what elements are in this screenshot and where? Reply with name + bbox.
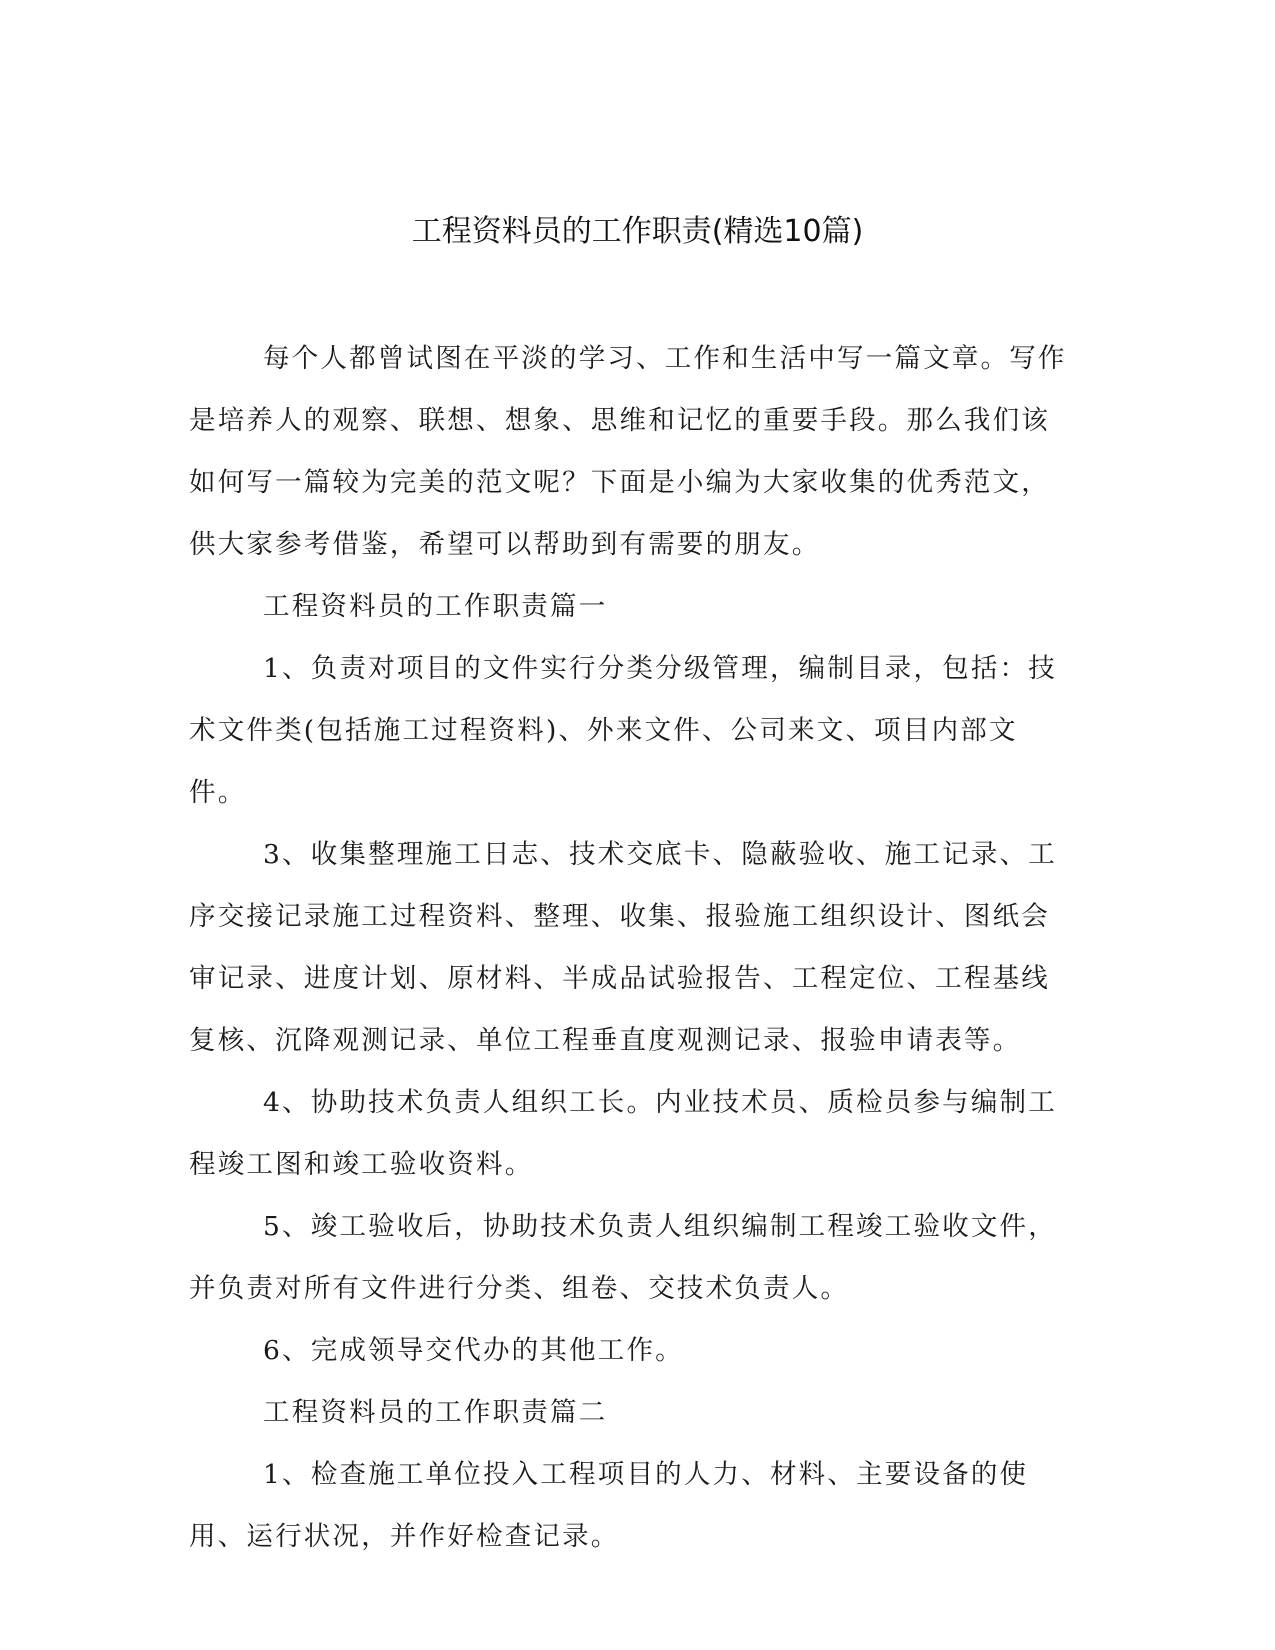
- duty-item-5: 5、竣工验收后，协助技术负责人组织编制工程竣工验收文件，并负责对所有文件进行分类、组卷、交技术负责人。: [189, 1211, 1057, 1304]
- intro-paragraph: 每个人都曾试图在平淡的学习、工作和生活中写一篇文章。写作是培养人的观察、联想、想象、思维和记忆的重要手段。那么我们该如何写一篇较为完美的范文呢？下面是小编为大家收集的优秀范文，供大家参考借鉴，希望可以帮助到有需要的朋友。: [189, 343, 1067, 560]
- duty-item-3: 3、收集整理施工日志、技术交底卡、隐蔽验收、施工记录、工序交接记录施工过程资料、整理、收集、报验施工组织设计、图纸会审记录、进度计划、原材料、半成品试验报告、工程定位、工程基线复核、沉降观测记录、单位工程垂直度观测记录、报验申请表等。: [189, 839, 1057, 1056]
- section-heading-1: 工程资料员的工作职责篇一: [263, 591, 608, 622]
- duty-item-2-1: 1、检查施工单位投入工程项目的人力、材料、主要设备的使用、运行状况，并作好检查记录。: [189, 1459, 1029, 1552]
- duty-item-6: 6、完成领导交代办的其他工作。: [263, 1335, 684, 1366]
- document-body: [189, 328, 1074, 1568]
- document-title: 工程资料员的工作职责(精选10篇): [411, 214, 864, 249]
- duty-item-1: 1、负责对项目的文件实行分类分级管理，编制目录，包括：技术文件类(包括施工过程资料)、外来文件、公司来文、项目内部文件。: [189, 653, 1057, 808]
- section-heading-2: 工程资料员的工作职责篇二: [263, 1397, 608, 1428]
- duty-item-4: 4、协助技术负责人组织工长。内业技术员、质检员参与编制工程竣工图和竣工验收资料。: [189, 1087, 1057, 1180]
